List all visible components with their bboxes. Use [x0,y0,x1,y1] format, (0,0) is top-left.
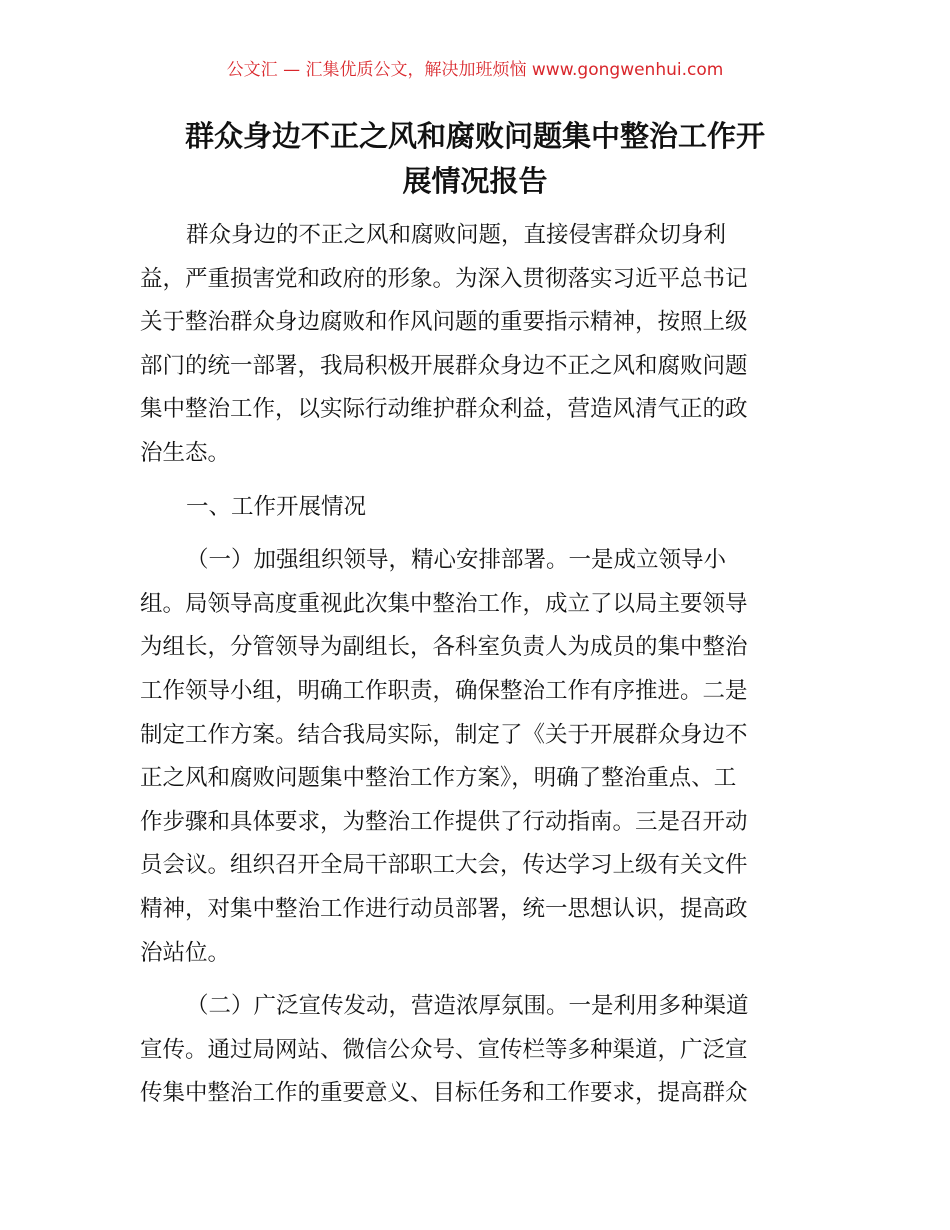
paragraph-gap [140,476,812,486]
text-line: 集中整治工作，以实际行动维护群众利益，营造风清气正的政 [140,396,748,423]
text-line: 制定工作方案。结合我局实际，制定了《关于开展群众身边不 [140,721,748,748]
title-line: 展情况报告 [402,164,548,198]
paragraph-gap [140,975,812,985]
text-line: 益，严重损害党和政府的形象。为深入贯彻落实习近平总书记 [140,265,748,292]
text-line: 员会议。组织召开全局干部职工大会，传达学习上级有关文件 [140,852,748,879]
text-line: 部门的统一部署，我局积极开展群众身边不正之风和腐败问题 [140,352,748,379]
subsection-1-paragraph [140,539,812,975]
text-line: 组。局领导高度重视此次集中整治工作，成立了以局主要领导 [140,590,748,617]
subsection-2-paragraph [140,985,812,1116]
text-line: （二）广泛宣传发动，营造浓厚氛围。一是利用多种渠道 [186,993,749,1020]
text-line: 传集中整治工作的重要意义、目标任务和工作要求，提高群众 [140,1080,748,1107]
section-heading-text: 一、工作开展情况 [186,493,367,520]
text-line: 精神，对集中整治工作进行动员部署，统一思想认识，提高政 [140,895,748,922]
text-line: 为组长，分管领导为副组长，各科室负责人为成员的集中整治 [140,634,748,661]
document-body [140,214,812,1116]
section-heading [140,486,812,530]
site-banner: 公文汇 — 汇集优质公文，解决加班烦恼 www.gongwenhui.com [226,60,724,80]
intro-paragraph [140,214,812,476]
text-line: 正之风和腐败问题集中整治工作方案》，明确了整治重点、工 [140,765,737,792]
text-line: 作步骤和具体要求，为整治工作提供了行动指南。三是召开动 [140,808,748,835]
text-line: （一）加强组织领导，精心安排部署。一是成立领导小 [186,547,727,574]
text-line: 治站位。 [140,939,231,966]
text-line: 群众身边的不正之风和腐败问题，直接侵害群众切身利 [186,222,727,248]
text-line: 关于整治群众身边腐败和作风问题的重要指示精神，按照上级 [140,309,748,336]
document-title [110,114,840,204]
text-line: 治生态。 [140,439,231,466]
paragraph-gap [140,529,812,539]
title-line: 群众身边不正之风和腐败问题集中整治工作开 [184,119,765,153]
text-line: 宣传。通过局网站、微信公众号、宣传栏等多种渠道，广泛宣 [140,1036,748,1063]
text-line: 工作领导小组，明确工作职责，确保整治工作有序推进。二是 [140,677,748,704]
